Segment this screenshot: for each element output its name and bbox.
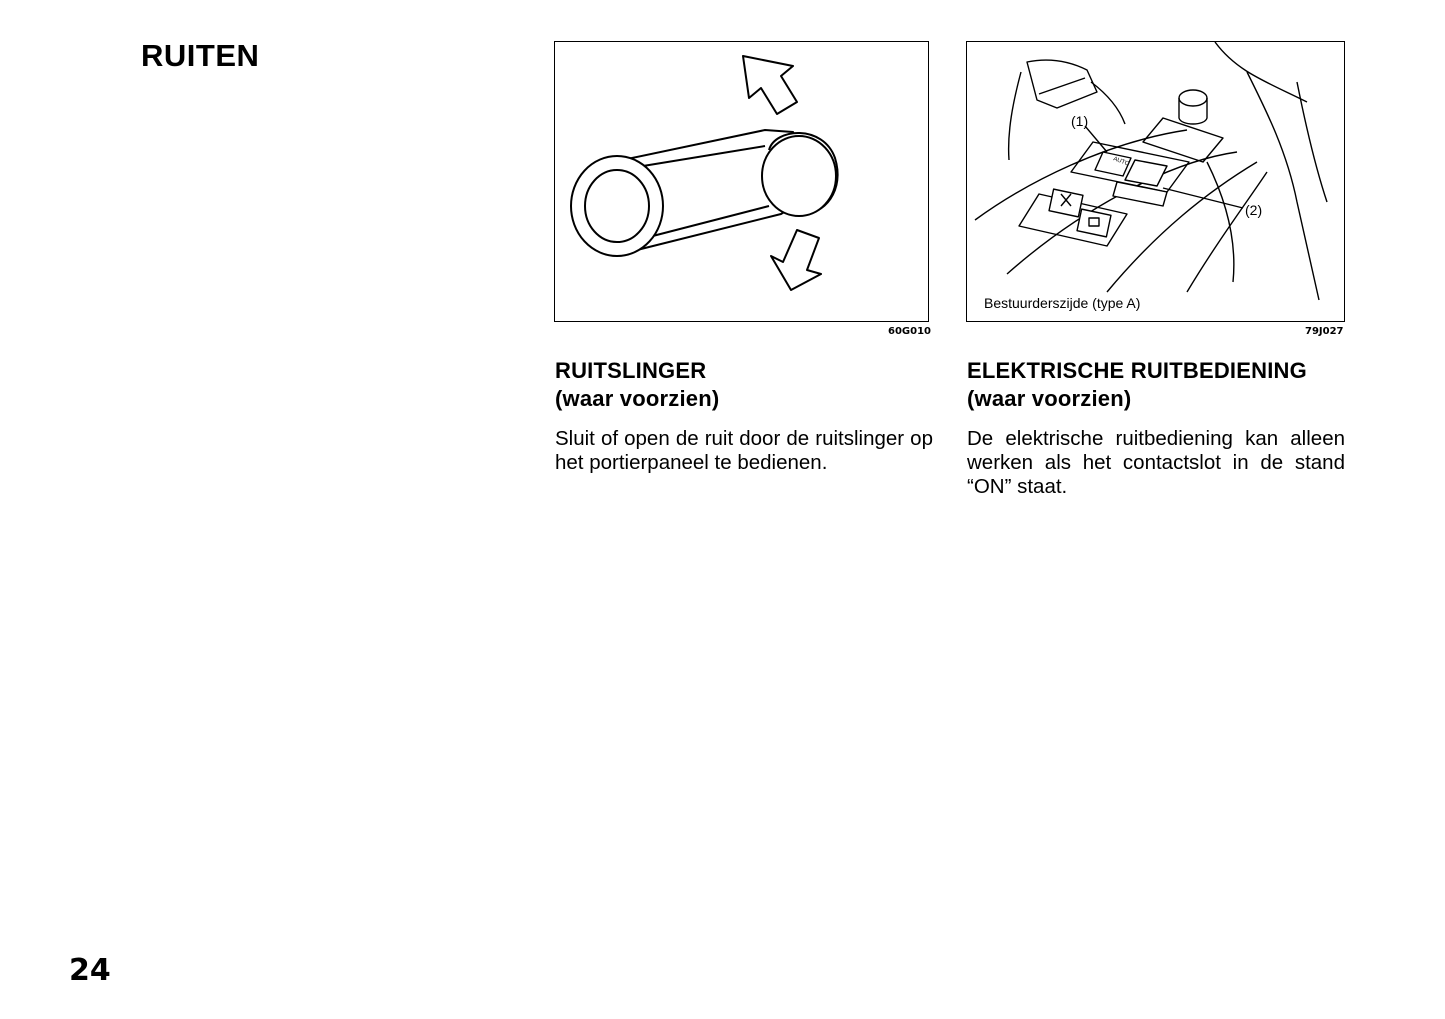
section-body: Sluit of open de ruit door de ruitslinger op het portierpaneel te bedienen. [555, 427, 933, 474]
section-heading: ELEKTRISCHE RUITBEDIENING [967, 358, 1307, 383]
section-subheading: (waar voorzien) [967, 386, 1132, 411]
window-crank-illustration [554, 41, 929, 322]
window-crank-drawing [555, 42, 930, 323]
figure-caption: Bestuurderszijde (type A) [984, 295, 1141, 311]
elektrische-ruitbediening-section [967, 357, 1345, 499]
auto-switch-label: AUTO [1112, 156, 1130, 168]
power-window-illustration [966, 41, 1345, 322]
section-heading: RUITSLINGER [555, 358, 707, 383]
figure-code: 60G010 [888, 326, 931, 337]
page-number: 24 [69, 953, 111, 988]
power-window-drawing [967, 42, 1346, 323]
section-subheading: (waar voorzien) [555, 386, 720, 411]
ruitslinger-section [555, 357, 933, 475]
figure-code: 79J027 [1305, 326, 1344, 337]
callout-1: (1) [1071, 113, 1089, 129]
callout-2: (2) [1245, 202, 1263, 218]
section-title: RUITEN [141, 38, 260, 73]
section-body: De elektrische ruitbediening kan alleen werken als het contactslot in de stand “ON” staat. [967, 427, 1345, 498]
